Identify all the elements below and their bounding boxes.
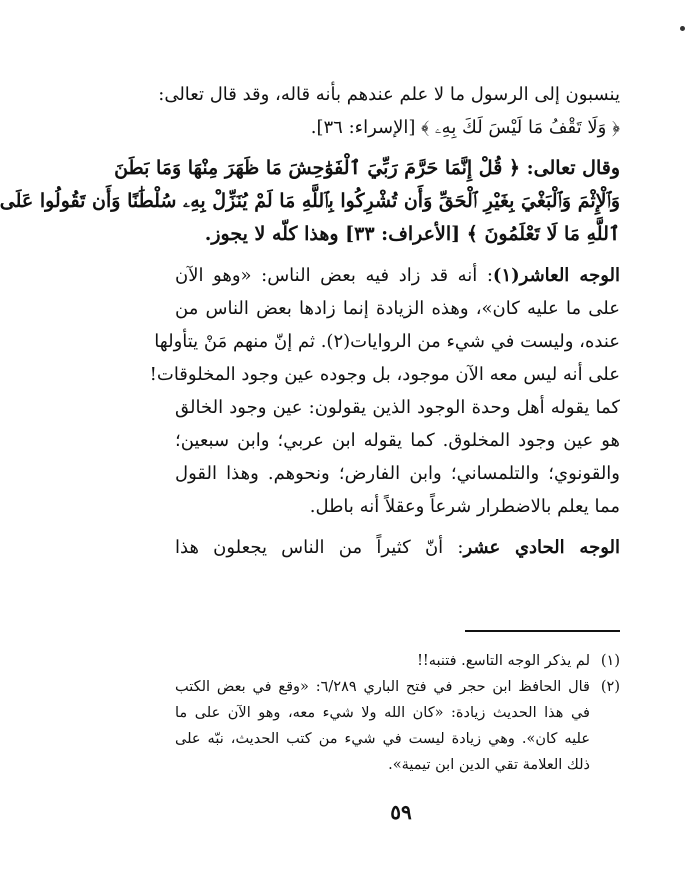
- text-line: الوجه الحادي عشر: أنّ كثيراً من الناس يجعلون هذا: [175, 537, 620, 558]
- text-line: كما يقوله أهل وحدة الوجود الذين يقولون: عين وجود الخالق: [175, 397, 620, 418]
- footnote-separator: [465, 630, 620, 632]
- section-heading: الوجه العاشر(١): [492, 265, 620, 286]
- page-number: ٥٩: [390, 800, 412, 824]
- scan-dot-mark: [680, 26, 685, 31]
- footnote-line: عليه كان». وهي زيادة ليست في شيء من كتب الحديث، نبّه على: [175, 731, 590, 747]
- text-line: مما يعلم بالاضطرار شرعاً وعقلاً أنه باطل.: [309, 496, 620, 517]
- text-line: على ما عليه كان»، وهذه الزيادة إنما زادها بعض الناس من: [175, 298, 620, 319]
- footnotes-block: [175, 648, 620, 778]
- footnote: [175, 674, 620, 778]
- text-line: وقال تعالى: ﴿ قُلْ إِنَّمَا حَرَّمَ رَبِّيَ ٱلْفَوَٰحِشَ مَا ظَهَرَ مِنْهَا وَمَا بَطَنَ: [114, 157, 620, 179]
- section-heading: الوجه الحادي عشر: [463, 537, 620, 558]
- footnote-line: في هذا الحديث زيادة: «كان الله ولا شيء معه، وهو الآن على ما: [175, 705, 590, 721]
- paragraph-gap: [175, 144, 620, 152]
- footnote-line: لم يذكر الوجه التاسع. فتنبه!!: [417, 653, 590, 669]
- text-line: عنده، وليست في شيء من الروايات(٢). ثم إنّ منهم مَنْ يتأولها: [154, 331, 620, 352]
- text-line: ﴿ وَلَا تَقْفُ مَا لَيْسَ لَكَ بِهِۦ ﴾ [الإسراء: ٣٦].: [310, 117, 620, 138]
- text-line: والقونوي؛ والتلمساني؛ وابن الفارض؛ ونحوهم. وهذا القول: [175, 463, 620, 484]
- text-line: وَٱلْإِثْمَ وَٱلْبَغْيَ بِغَيْرِ ٱلْحَقِّ وَأَن تُشْرِكُوا بِٱللَّهِ مَا لَمْ يُنَزِّلْ بِهِۦ سُلْطَٰنًا وَأَن تَقُولُوا عَلَى: [0, 190, 620, 212]
- footnote: [175, 648, 620, 674]
- footnote-number: (١): [600, 653, 620, 669]
- text-line: هو عين وجود المخلوق. كما يقوله ابن عربي؛ وابن سبعين؛: [175, 430, 620, 451]
- footnote-number: (٢): [600, 679, 620, 695]
- footnote-line: قال الحافظ ابن حجر في فتح الباري ٦/٢٨٩: «وقع في بعض الكتب: [175, 679, 590, 695]
- text-line: ينسبون إلى الرسول ما لا علم عندهم بأنه قاله، وقد قال تعالى:: [158, 84, 620, 105]
- text-line: ٱللَّهِ مَا لَا تَعْلَمُونَ ﴾ [الأعراف: ٣٣] وهذا كلّه لا يجوز.: [204, 223, 620, 245]
- footnote-line: ذلك العلامة تقي الدين ابن تيمية».: [388, 757, 590, 773]
- paragraph-gap: [175, 523, 620, 531]
- main-text-block: [0, 78, 620, 564]
- paragraph-gap: [175, 251, 620, 259]
- text-line: على أنه ليس معه الآن موجود، بل وجوده عين وجود المخلوقات!: [149, 364, 620, 385]
- text-line: الوجه العاشر(١): أنه قد زاد فيه بعض الناس: «وهو الآن: [175, 265, 620, 286]
